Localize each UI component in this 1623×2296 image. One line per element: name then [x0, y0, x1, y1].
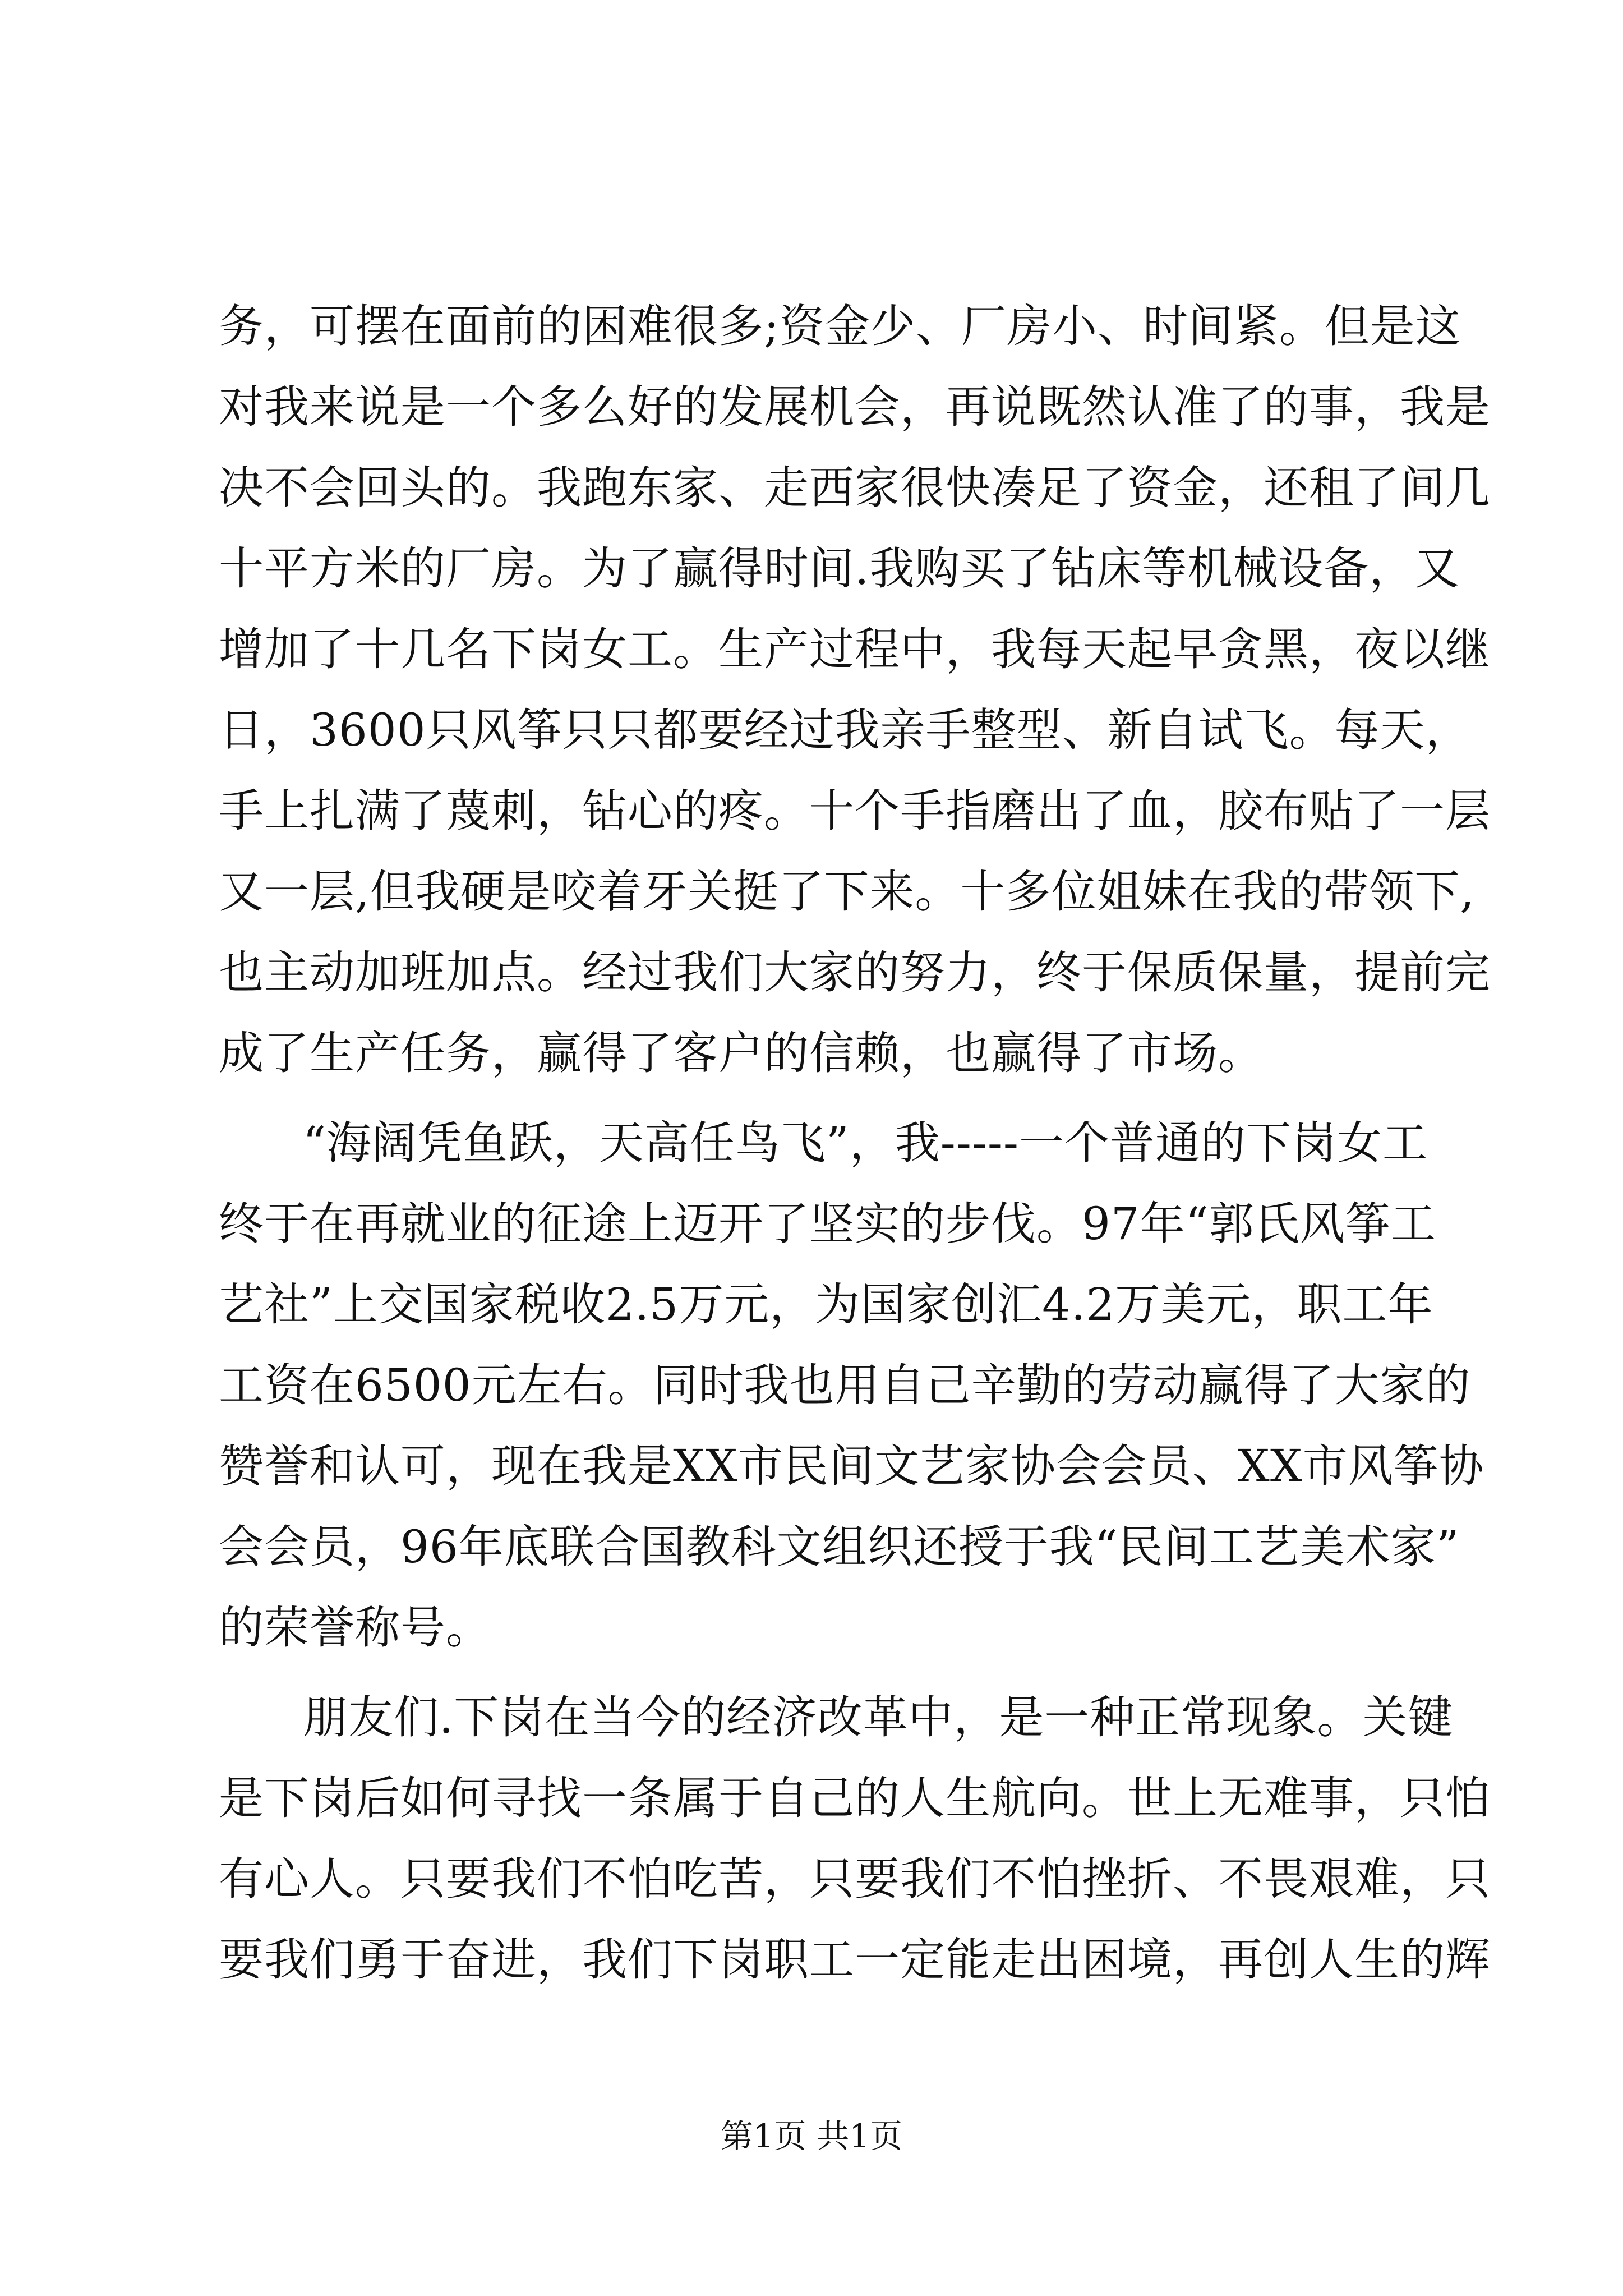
body-text — [219, 286, 1491, 2000]
text-line: 手上扎满了蔑刺，钻心的疼。十个手指磨出了血，胶布贴了一层 — [219, 785, 1491, 837]
text-line: 对我来说是一个多么好的发展机会，再说既然认准了的事，我是 — [219, 381, 1491, 433]
text-line: 赞誉和认可，现在我是XX市民间文艺家协会会员、XX市风筝协 — [219, 1440, 1484, 1492]
paragraph-gap — [219, 1094, 1419, 1103]
text-line: 十平方米的厂房。为了赢得时间.我购买了钻床等机械设备，又 — [219, 542, 1460, 595]
text-line: 增加了十几名下岗女工。生产过程中，我每天起早贪黑，夜以继 — [219, 623, 1491, 675]
text-line: 是下岗后如何寻找一条属于自己的人生航向。世上无难事，只怕 — [219, 1772, 1491, 1824]
text-line: 也主动加班加点。经过我们大家的努力，终于保质保量，提前完 — [219, 946, 1491, 999]
page-footer: 第1页 共1页 — [720, 2117, 903, 2155]
text-line: 决不会回头的。我跑东家、走西家很快凑足了资金，还租了间几 — [219, 462, 1491, 514]
text-line: 有心人。只要我们不怕吃苦，只要我们不怕挫折、不畏艰难，只 — [219, 1853, 1491, 1905]
text-line: 要我们勇于奋进，我们下岗职工一定能走出困境，再创人生的辉 — [219, 1934, 1491, 1986]
text-line: 务，可摆在面前的困难很多;资金少、厂房小、时间紧。但是这 — [219, 300, 1461, 352]
text-line: 又一层,但我硬是咬着牙关挺了下来。十多位姐妹在我的带领下, — [219, 866, 1475, 918]
text-line: 朋友们.下岗在当今的经济改革中，是一种正常现象。关键 — [303, 1691, 1454, 1743]
text-line: 成了生产任务，赢得了客户的信赖，也赢得了市场。 — [219, 1027, 1264, 1079]
text-line: 会会员，96年底联合国教科文组织还授于我“民间工艺美术家” — [219, 1521, 1460, 1573]
text-line: 艺社”上交国家税收2.5万元，为国家创汇4.2万美元，职工年 — [219, 1278, 1433, 1331]
paragraph-gap — [219, 1668, 1419, 1677]
text-line: 的荣誉称号。 — [219, 1602, 491, 1654]
text-line: 日，3600只风筝只只都要经过我亲手整型、新自试飞。每天， — [219, 704, 1471, 756]
text-line: 工资在6500元左右。同时我也用自己辛勤的劳动赢得了大家的 — [219, 1359, 1471, 1411]
text-line: “海阔凭鱼跃，天高任鸟飞”，我-----一个普通的下岗女工 — [303, 1117, 1428, 1169]
text-line: 终于在再就业的征途上迈开了坚实的步伐。97年“郭氏风筝工 — [219, 1198, 1436, 1250]
